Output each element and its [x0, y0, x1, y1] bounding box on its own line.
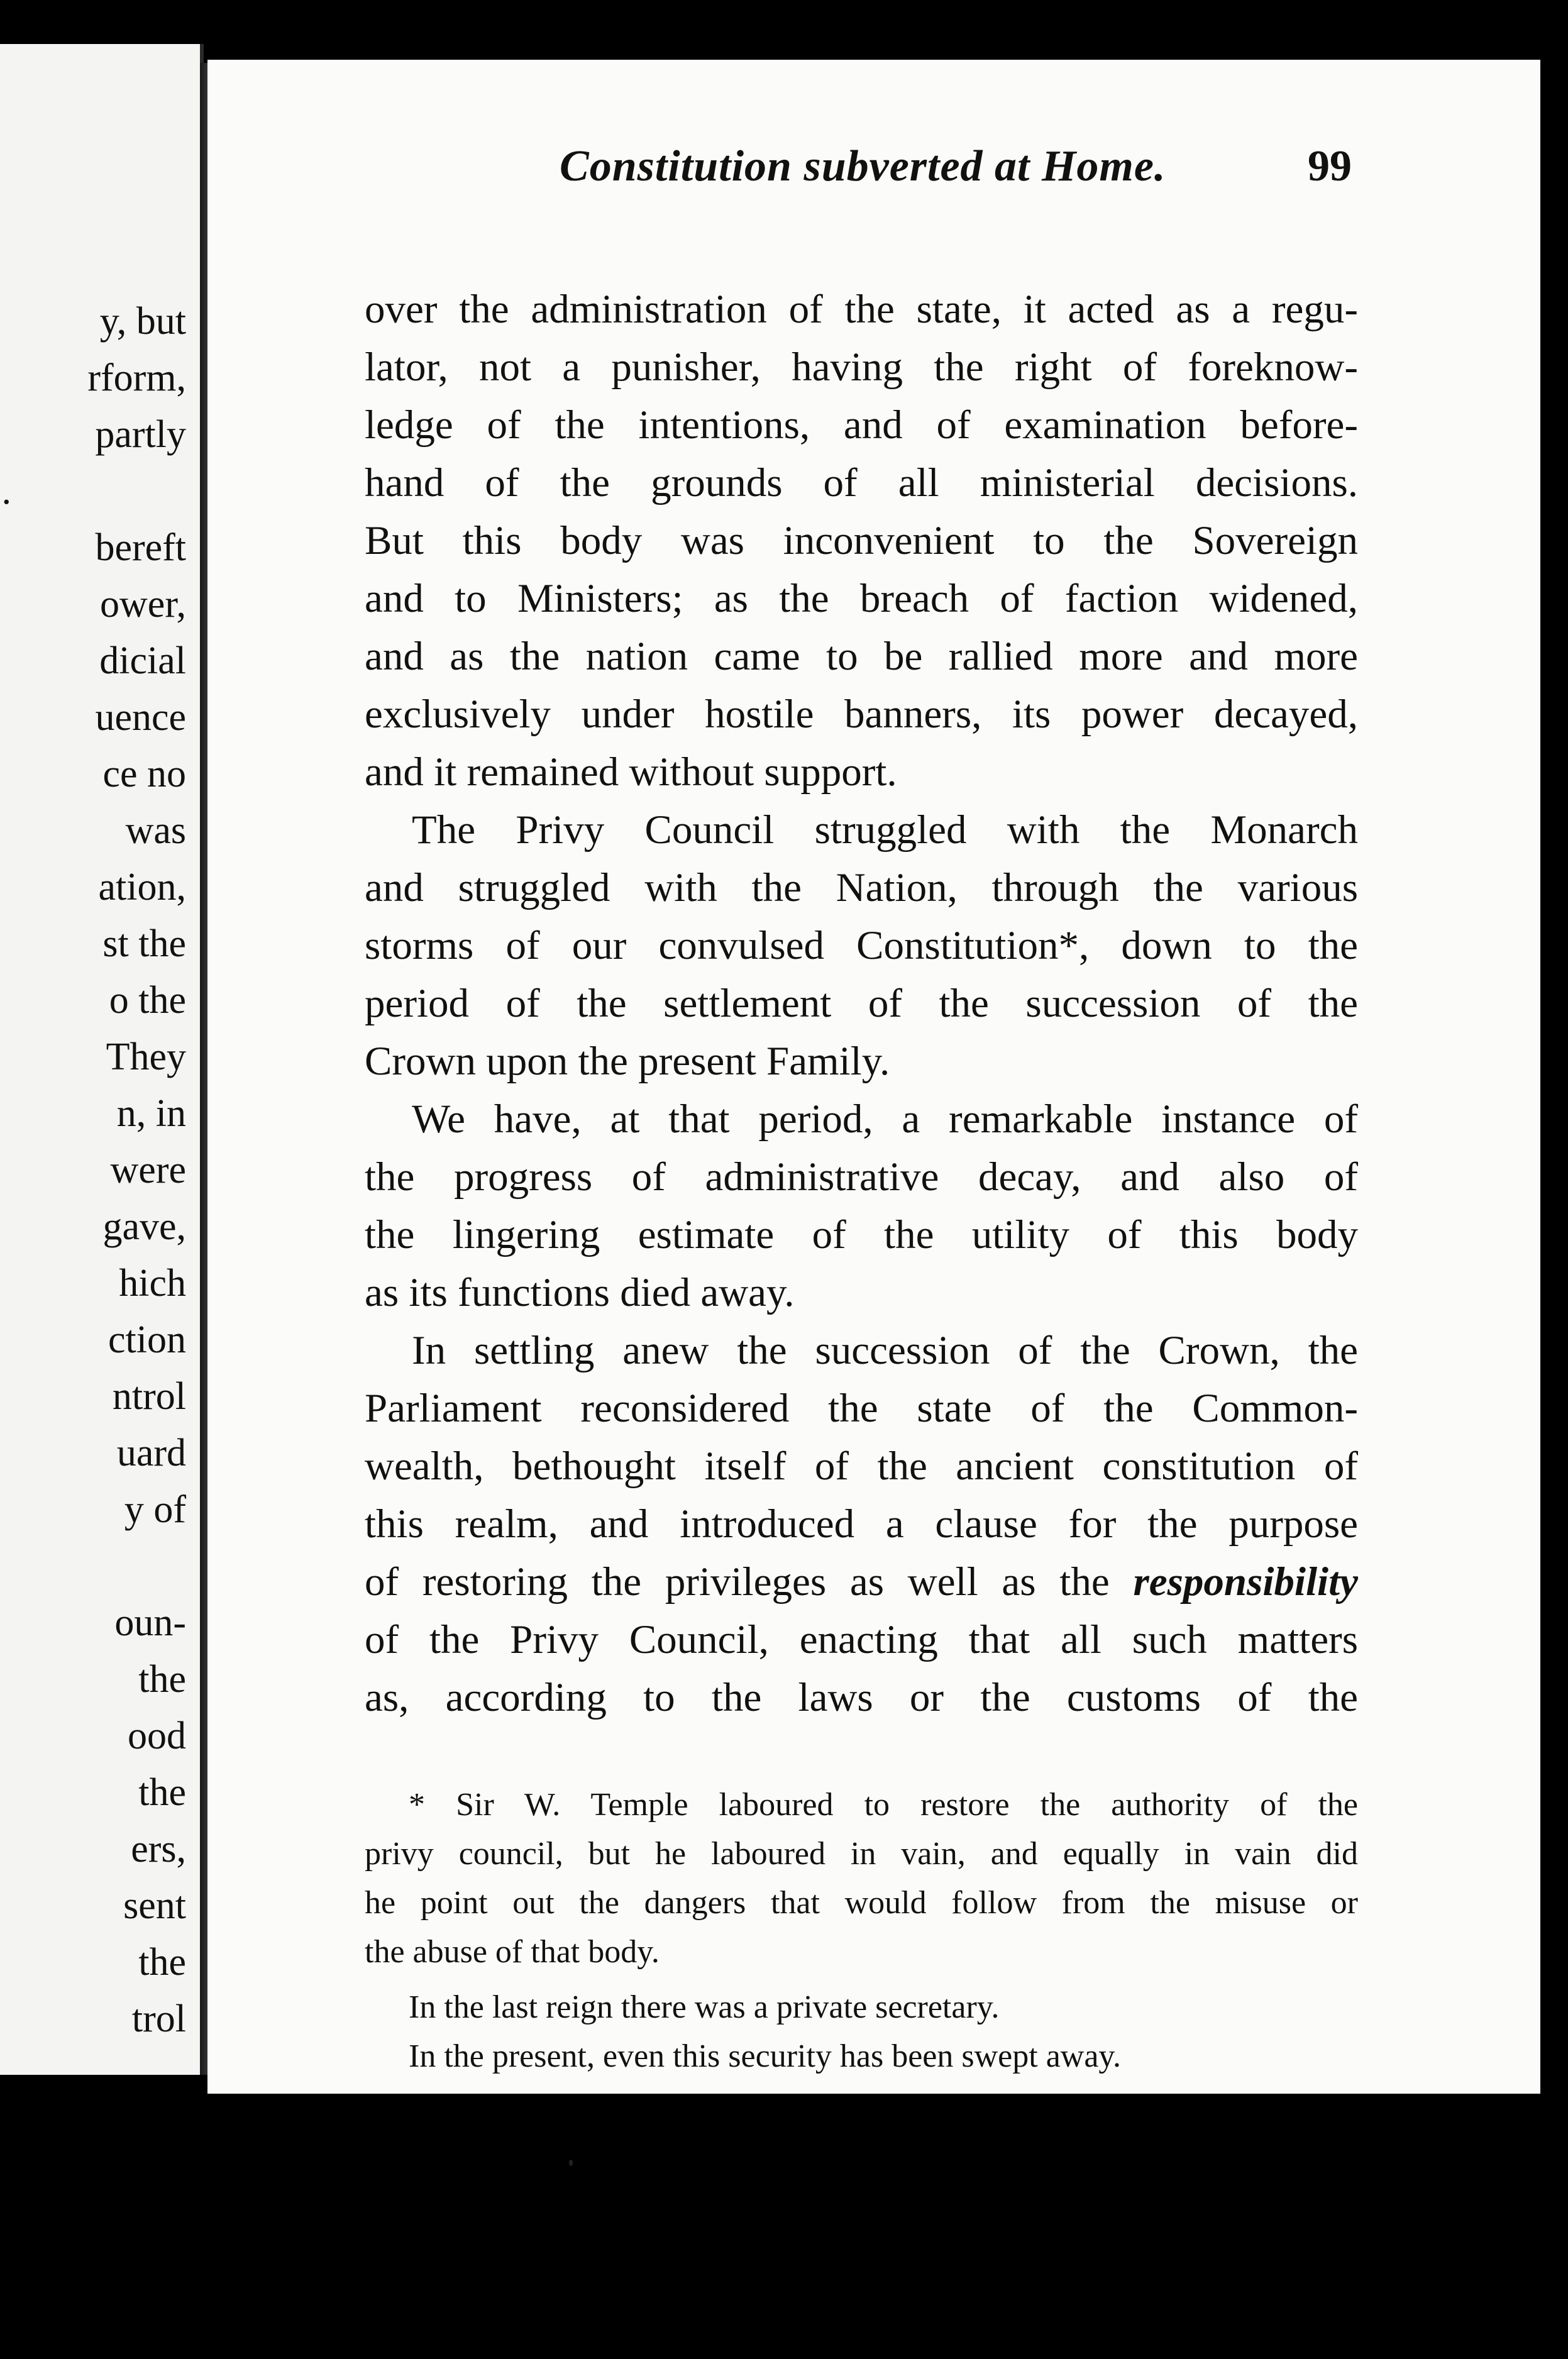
text-line: and it remained without support. [365, 749, 897, 795]
text-line: this realm, and introduced a clause for the purpose [365, 1501, 1358, 1547]
footnote-line: In the last reign there was a private secretary. [409, 1989, 1000, 2025]
left-page-line: uard [116, 1432, 186, 1474]
print-speck [569, 2160, 573, 2166]
text-line: We have, at that period, a remarkable instance of [412, 1097, 1358, 1142]
left-page-line: ers, [131, 1828, 186, 1870]
left-page-line: partly [95, 413, 186, 456]
left-page-line: ation, [98, 866, 186, 909]
left-page-line: was [125, 809, 186, 852]
text-line: storms of our convulsed Constitution*, down to the [365, 923, 1358, 968]
left-page-line: dicial [99, 639, 186, 682]
left-page-line: y, but [99, 300, 186, 343]
page-number: 99 [1308, 142, 1352, 191]
footnote-line: he point out the dangers that would follow from the misuse or [365, 1885, 1358, 1921]
text-line: over the administration of the state, it acted as a regu- [365, 287, 1358, 332]
text-line: wealth, bethought itself of the ancient constitution of [365, 1444, 1358, 1489]
footnote-line: privy council, but he laboured in vain, and equally in vain did [365, 1836, 1358, 1872]
text-line: But this body was inconvenient to the Sovereign [365, 518, 1358, 563]
text-line: and as the nation came to be rallied more and more [365, 634, 1358, 679]
text-line: and to Ministers; as the breach of faction widened, [365, 576, 1358, 621]
text-fragment: of restoring the privileges as well as the [365, 1559, 1134, 1605]
text-line: In settling anew the succession of the Crown, the [412, 1328, 1358, 1373]
left-page-line: ntrol [112, 1375, 186, 1418]
left-page-line: o the [109, 979, 186, 1022]
left-page-line: oun- [114, 1601, 186, 1644]
text-line: the progress of administrative decay, and also of [365, 1154, 1358, 1200]
text-line: and struggled with the Nation, through the various [365, 865, 1358, 910]
text-line: The Privy Council struggled with the Monarch [412, 807, 1358, 853]
left-page-line: ood [128, 1715, 186, 1757]
footnote-line: * Sir W. Temple laboured to restore the authority of the [409, 1787, 1358, 1823]
left-page-line: st the [102, 922, 186, 965]
text-line: period of the settlement of the succession of the [365, 981, 1358, 1026]
text-line: as, according to the laws or the customs of the [365, 1675, 1358, 1720]
left-page-line: ower, [100, 583, 186, 626]
left-page-line: the [138, 1658, 186, 1701]
left-page-line: n, in [116, 1092, 186, 1135]
left-page-line: bereft [95, 526, 186, 569]
emphasis-word: responsibility [1133, 1559, 1358, 1605]
text-line-with-emphasis [365, 1559, 1358, 1605]
footnote-line: In the present, even this security has been swept away. [409, 2038, 1122, 2074]
left-page-line: . [1, 470, 11, 512]
left-page-line: y of [124, 1488, 186, 1531]
running-header [352, 141, 1352, 217]
left-page-line: trol [131, 1997, 186, 2040]
left-page-line: hich [119, 1262, 186, 1305]
text-line: hand of the grounds of all ministerial decisions. [365, 460, 1358, 505]
text-line: Crown upon the present Family. [365, 1039, 890, 1084]
footnote-line: the abuse of that body. [365, 1934, 660, 1970]
left-page-line: They [106, 1036, 186, 1078]
text-line: Parliament reconsidered the state of the Common- [365, 1386, 1358, 1431]
left-page-line: ce no [102, 753, 186, 795]
left-page-line: were [110, 1149, 186, 1191]
left-page-line: gave, [102, 1205, 186, 1248]
page-title: Constitution subverted at Home. [560, 142, 1166, 191]
left-page-line: sent [123, 1884, 186, 1927]
text-line: the lingering estimate of the utility of this body [365, 1212, 1358, 1257]
left-page-fragment [0, 44, 204, 2075]
left-page-line: the [138, 1941, 186, 1984]
text-line: as its functions died away. [365, 1270, 795, 1315]
text-line: exclusively under hostile banners, its power decayed, [365, 692, 1358, 737]
left-page-line: the [138, 1771, 186, 1814]
left-page-line: rform, [87, 356, 186, 399]
text-line: ledge of the intentions, and of examination before- [365, 402, 1358, 448]
text-line: lator, not a punisher, having the right of foreknow- [365, 345, 1358, 390]
left-page-line: uence [95, 696, 186, 739]
text-line: of the Privy Council, enacting that all such matters [365, 1617, 1358, 1662]
left-page-line: ction [108, 1318, 186, 1361]
